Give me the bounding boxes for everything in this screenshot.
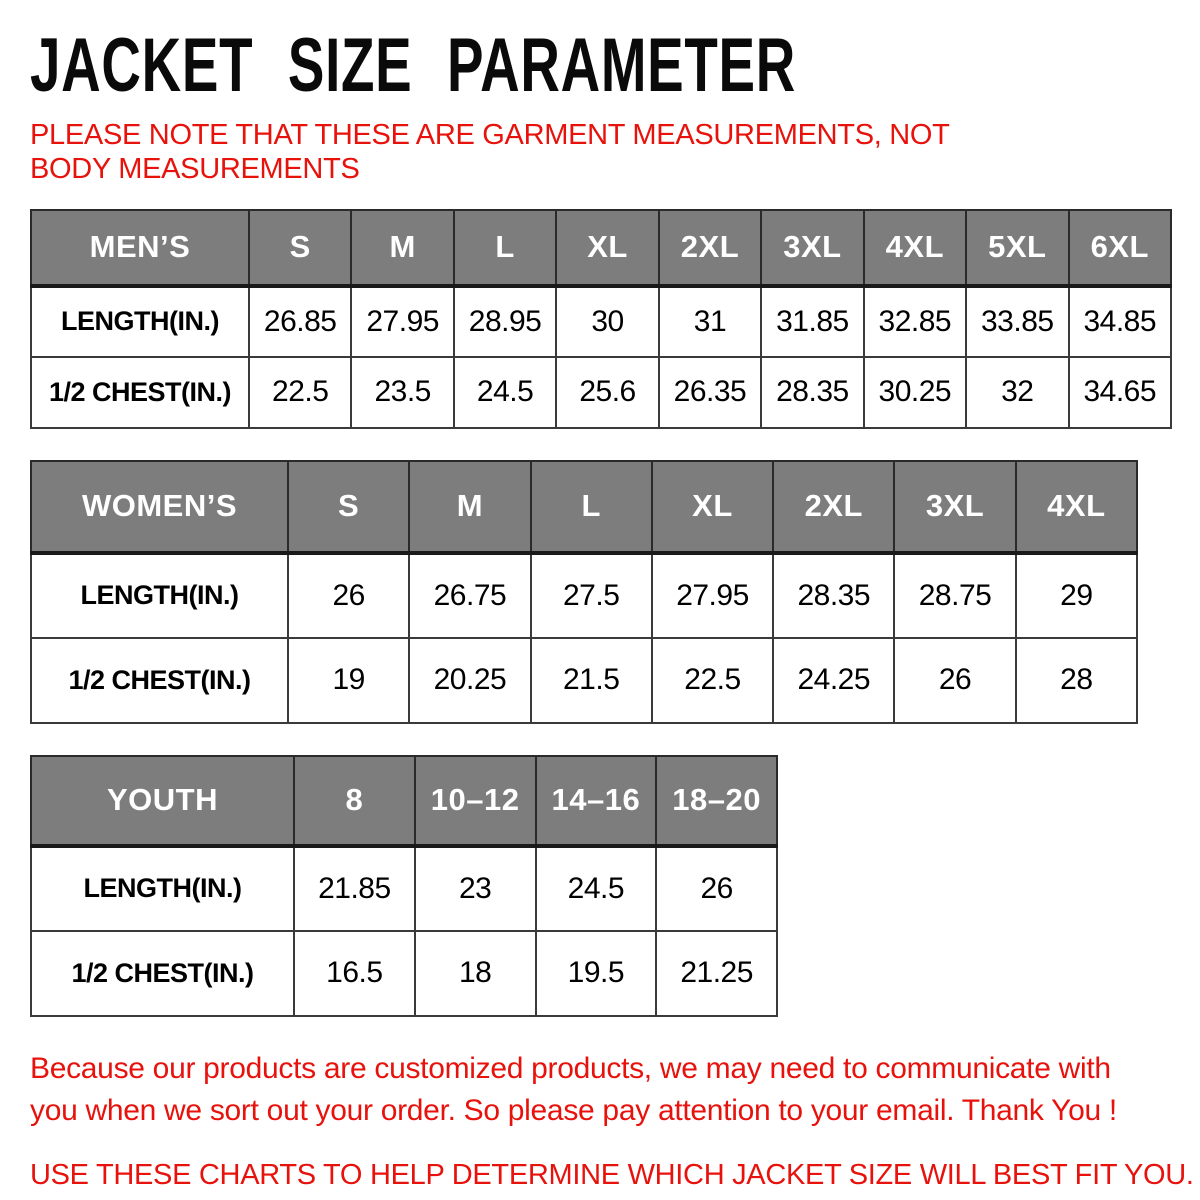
size-header-cell: 2XL [659,210,761,286]
garment-measurement-note: PLEASE NOTE THAT THESE ARE GARMENT MEASUREMENTS, NOT BODY MEASUREMENTS [30,119,950,186]
value-cell: 21.85 [294,846,415,931]
value-cell: 30 [556,286,658,357]
size-header-cell: L [531,461,652,553]
womens-header-row [31,461,1137,553]
size-header-cell: 4XL [1016,461,1137,553]
value-cell: 23.5 [351,357,453,428]
size-header-cell: 8 [294,756,415,846]
size-header-cell: XL [556,210,658,286]
value-cell: 34.85 [1069,286,1172,357]
youth-chest-row [31,931,777,1016]
value-cell: 27.5 [531,553,652,638]
youth-size-table [30,755,778,1017]
mens-length-row [31,286,1171,357]
row-label-cell: 1/2 CHEST(IN.) [31,357,249,428]
value-cell: 18 [415,931,536,1016]
value-cell: 28.95 [454,286,556,357]
value-cell: 27.95 [652,553,773,638]
youth-header-row [31,756,777,846]
value-cell: 28.35 [761,357,863,428]
value-cell: 23 [415,846,536,931]
value-cell: 24.5 [536,846,657,931]
value-cell: 30.25 [864,357,966,428]
value-cell: 31.85 [761,286,863,357]
size-header-cell: 3XL [894,461,1015,553]
value-cell: 22.5 [652,638,773,723]
value-cell: 26 [288,553,409,638]
size-header-cell: XL [652,461,773,553]
womens-chest-row [31,638,1137,723]
value-cell: 26.85 [249,286,351,357]
page-title [30,23,1172,108]
custom-order-note: Because our products are customized products, we may need to communicate with you when we sort out your order. So please pay attention to your email. Thank You ! [30,1051,1117,1128]
mens-size-table [30,209,1172,429]
value-cell: 31 [659,286,761,357]
size-header-cell: 3XL [761,210,863,286]
size-header-cell: 5XL [966,210,1068,286]
value-cell: 32 [966,357,1068,428]
womens-length-row [31,553,1137,638]
size-header-cell: L [454,210,556,286]
row-label-cell: LENGTH(IN.) [31,846,294,931]
mens-table-title-cell: MEN’S [31,210,249,286]
value-cell: 29 [1016,553,1137,638]
value-cell: 25.6 [556,357,658,428]
value-cell: 26.35 [659,357,761,428]
value-cell: 26 [656,846,777,931]
size-header-cell: M [409,461,530,553]
size-header-cell: 14–16 [536,756,657,846]
value-cell: 19.5 [536,931,657,1016]
size-header-cell: M [351,210,453,286]
value-cell: 21.5 [531,638,652,723]
value-cell: 20.25 [409,638,530,723]
value-cell: 28.75 [894,553,1015,638]
row-label-cell: 1/2 CHEST(IN.) [31,931,294,1016]
youth-table-title-cell: YOUTH [31,756,294,846]
page-title-text: JACKET SIZE PARAMETER [30,23,797,108]
row-label-cell: LENGTH(IN.) [31,553,288,638]
value-cell: 21.25 [656,931,777,1016]
youth-length-row [31,846,777,931]
value-cell: 26 [894,638,1015,723]
row-label-cell: 1/2 CHEST(IN.) [31,638,288,723]
value-cell: 22.5 [249,357,351,428]
value-cell: 32.85 [864,286,966,357]
value-cell: 28 [1016,638,1137,723]
value-cell: 24.5 [454,357,556,428]
mens-chest-row [31,357,1171,428]
size-header-cell: 10–12 [415,756,536,846]
chart-usage-instruction: USE THESE CHARTS TO HELP DETERMINE WHICH JACKET SIZE WILL BEST FIT YOU. [30,1158,1194,1191]
value-cell: 34.65 [1069,357,1172,428]
value-cell: 27.95 [351,286,453,357]
size-header-cell: 6XL [1069,210,1172,286]
value-cell: 28.35 [773,553,894,638]
size-header-cell: 18–20 [656,756,777,846]
value-cell: 19 [288,638,409,723]
value-cell: 26.75 [409,553,530,638]
womens-table-title-cell: WOMEN’S [31,461,288,553]
row-label-cell: LENGTH(IN.) [31,286,249,357]
value-cell: 24.25 [773,638,894,723]
value-cell: 16.5 [294,931,415,1016]
size-header-cell: 2XL [773,461,894,553]
mens-header-row [31,210,1171,286]
size-header-cell: S [288,461,409,553]
size-header-cell: 4XL [864,210,966,286]
womens-size-table [30,460,1138,724]
value-cell: 33.85 [966,286,1068,357]
size-header-cell: S [249,210,351,286]
